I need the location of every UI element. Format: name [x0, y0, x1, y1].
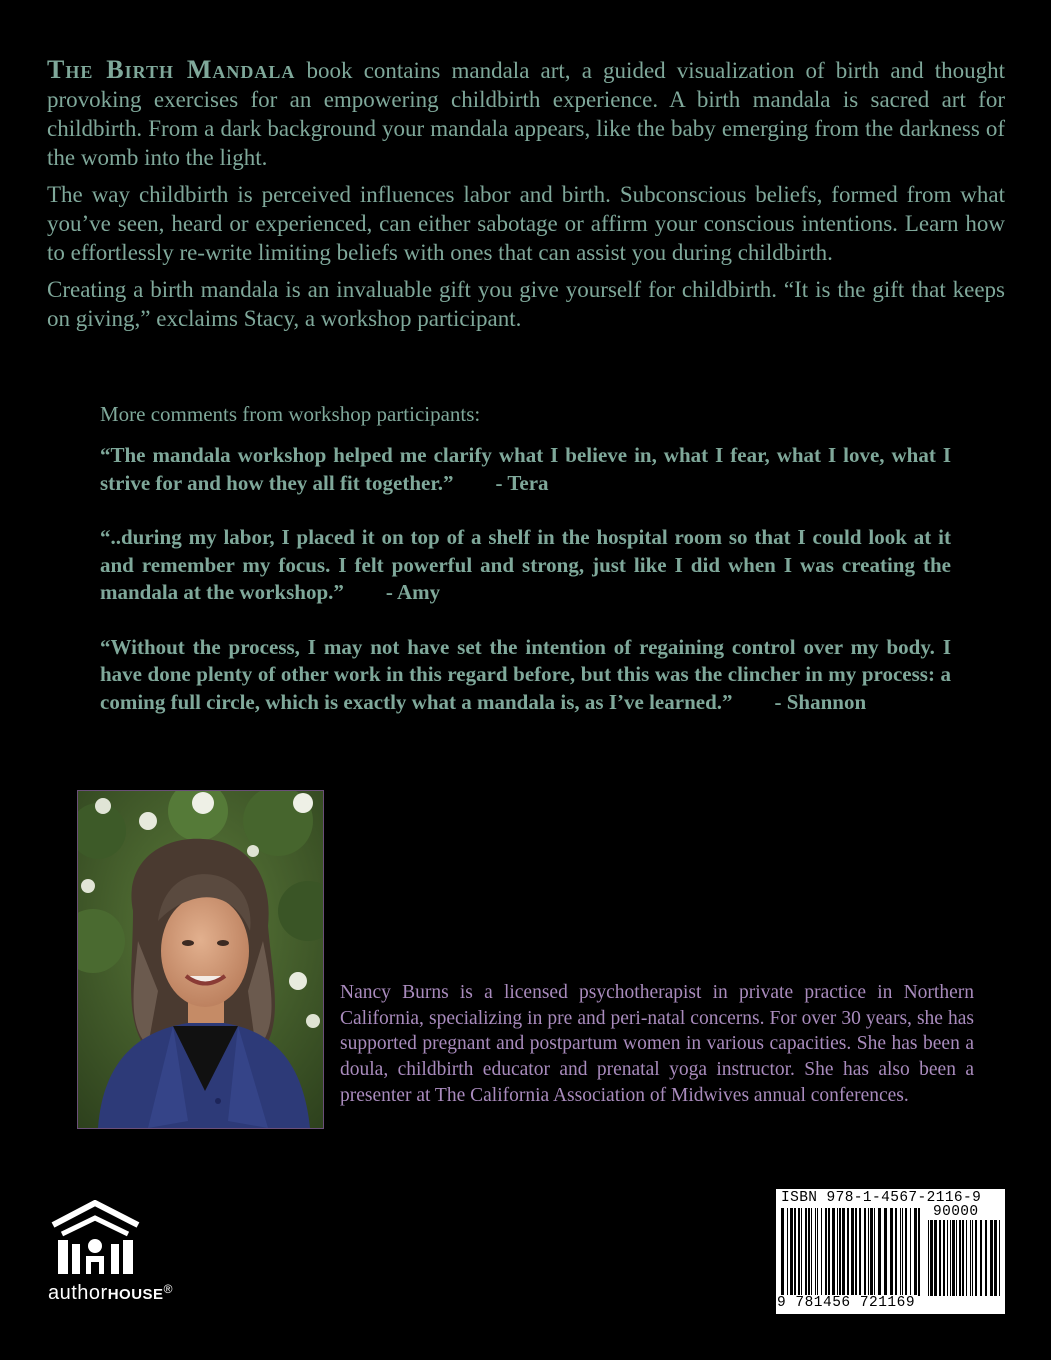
barcode-bar: [990, 1220, 993, 1296]
barcode-bar: [837, 1208, 838, 1296]
barcode-bar: [934, 1220, 937, 1296]
barcode-bar: [890, 1208, 893, 1296]
barcode-bar: [821, 1208, 822, 1296]
quote-text: “..during my labor, I placed it on top of a shelf in the hospital room so that I could look at it and remember my focus. I felt powerful and strong, just like I did when I was creating the mandala at the workshop.”: [100, 525, 951, 604]
quote-amy: [100, 524, 951, 607]
barcode-bar: [975, 1220, 977, 1296]
barcode-bar: [895, 1208, 897, 1296]
comments-section: [100, 400, 951, 743]
quote-tera: [100, 442, 951, 497]
barcode-bar: [956, 1220, 957, 1296]
barcode-bar: [801, 1208, 802, 1296]
quote-text: “The mandala workshop helped me clarify what I believe in, what I fear, what I love, what I strive for and how they all fit together.”: [100, 443, 951, 495]
barcode-bar: [828, 1208, 830, 1296]
quote-text: “Without the process, I may not have set the intention of regaining control over my body. I have done plenty of other work in this regard before, but this was the clincher in my process: a coming full circle, which is exactly what a mandala is, as I’ve learned.”: [100, 634, 951, 714]
barcode-bar: [999, 1220, 1000, 1296]
barcode-bar: [914, 1208, 917, 1296]
barcode-bar: [962, 1220, 964, 1296]
barcode-bar: [825, 1208, 827, 1296]
barcode-bar: [950, 1220, 951, 1296]
barcode-bar: [928, 1220, 929, 1296]
barcode-bar: [868, 1208, 869, 1296]
barcode-bar: [878, 1208, 881, 1296]
intro-paragraph-3: Creating a birth mandala is an invaluable gift you give yourself for childbirth. “It is the gift that keeps on giving,” exclaims Stacy, a workshop participant.: [47, 277, 1005, 331]
quote-attribution: - Tera: [453, 470, 549, 495]
barcode-bar: [947, 1220, 948, 1296]
intro-paragraph-2: The way childbirth is perceived influences labor and birth. Subconscious beliefs, formed from what you’ve seen, heard or experienced, can either sabotage or affirm your conscious intentions. Learn how to effortlessly re-write limiting beliefs with ones that can assist you during childbirth.: [47, 182, 1005, 265]
barcode-bar: [847, 1208, 849, 1296]
barcode-bar: [884, 1208, 887, 1296]
barcode-bar: [959, 1220, 961, 1296]
barcode-bar: [985, 1220, 987, 1296]
publisher-logo: [48, 1200, 218, 1310]
barcode-bar: [805, 1208, 807, 1296]
author-photo: [77, 790, 324, 1129]
barcode-bar: [811, 1208, 812, 1296]
barcode-bar: [817, 1208, 818, 1296]
quote-shannon: [100, 634, 951, 717]
barcode-bar: [972, 1220, 973, 1296]
barcode-bar: [781, 1208, 784, 1296]
barcode-bar: [980, 1220, 982, 1296]
barcode-bar: [994, 1220, 997, 1296]
barcode-bar: [790, 1208, 793, 1296]
barcode-bar: [794, 1208, 796, 1296]
author-portrait-image: [78, 791, 323, 1128]
barcode-bar: [966, 1220, 967, 1296]
barcode-bar: [952, 1220, 955, 1296]
ean-digits: 9 781456 721169: [777, 1295, 916, 1311]
quote-attribution: - Shannon: [732, 689, 867, 714]
barcode-bar: [874, 1208, 875, 1296]
barcode-bar: [905, 1208, 907, 1296]
author-bio: Nancy Burns is a licensed psychotherapist in private practice in Northern California, specializing in pre and peri-natal concerns. For over 30 years, she has supported pregnant and postpartum women in various capacities. She has been a doula, childbirth educator and prenatal yoga instructor. She has also been a presenter at The California Association of Midwives annual conferences.: [340, 982, 974, 1106]
barcode-bar: [870, 1208, 873, 1296]
barcode-bar: [910, 1208, 911, 1296]
isbn-number: ISBN 978-1-4567-2116-9: [781, 1190, 982, 1206]
authorhouse-house-icon: [48, 1200, 143, 1276]
publisher-name: authorHOUSE®: [48, 1282, 173, 1304]
barcode-bar: [787, 1208, 788, 1296]
intro-text: [47, 55, 1005, 341]
barcode-bar: [855, 1208, 857, 1296]
intro-paragraph-1: [47, 55, 1005, 172]
barcode-bar: [842, 1208, 845, 1296]
barcode-bar: [918, 1208, 920, 1296]
barcode-bar: [808, 1208, 810, 1296]
barcode-bar: [970, 1220, 971, 1296]
ean13-bars: [781, 1208, 921, 1296]
comments-heading: More comments from workshop participants:: [100, 402, 481, 426]
barcode-bar: [900, 1208, 901, 1296]
barcode-bar: [851, 1208, 854, 1296]
barcode-bar: [864, 1208, 866, 1296]
isbn-barcode: [776, 1189, 1005, 1314]
barcode-bar: [902, 1208, 903, 1296]
barcode-bar: [943, 1220, 945, 1296]
book-title: The Birth Mandala: [47, 55, 296, 84]
barcode-bar: [930, 1220, 933, 1296]
addon-bars: [928, 1220, 1000, 1296]
barcode-bar: [859, 1208, 861, 1296]
intro-paragraph-1-rest: book contains mandala art, a guided visualization of birth and thought provoking exercises for an empowering childbirth experience. A birth mandala is sacred art for childbirth. From a dark background your mandala appears, like the baby emerging from the darkness of the womb into the light.: [47, 58, 1006, 170]
barcode-bar: [839, 1208, 841, 1296]
barcode-bar: [832, 1208, 835, 1296]
price-code: 90000: [933, 1204, 979, 1220]
barcode-bar: [815, 1208, 816, 1296]
barcode-bar: [939, 1220, 941, 1296]
quote-attribution: - Amy: [343, 580, 441, 604]
barcode-bar: [798, 1208, 800, 1296]
